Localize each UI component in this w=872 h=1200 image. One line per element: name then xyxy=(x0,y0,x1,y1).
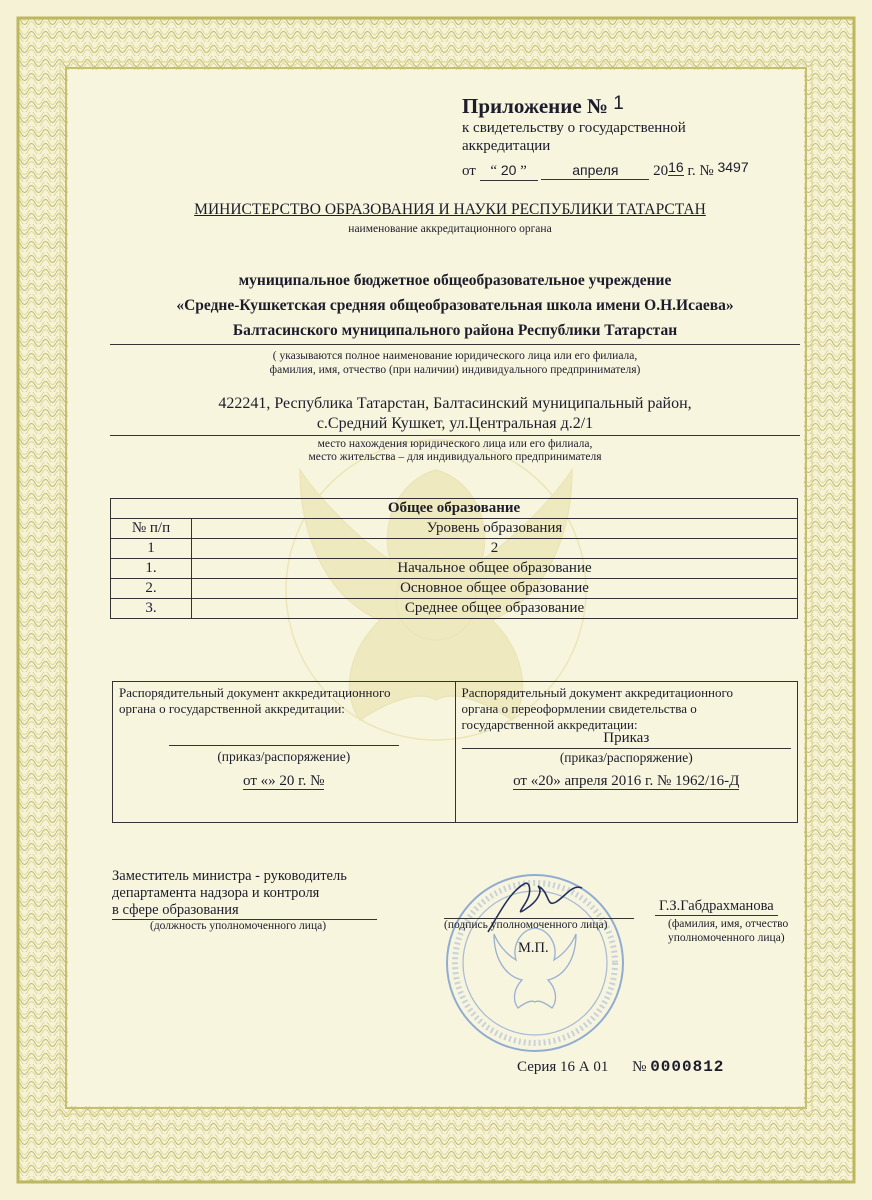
name-caption2: уполномоченного лица) xyxy=(668,932,785,944)
org-line3: Балтасинского муниципального района Республики Татарстан xyxy=(110,322,800,345)
address-caption2: место жительства – для индивидуального предпринимателя xyxy=(308,451,602,463)
series-value: 16 А 01 xyxy=(560,1059,609,1075)
order-left-cell xyxy=(113,682,456,823)
blank-number: 0000812 xyxy=(650,1058,725,1076)
cert-number: 3497 xyxy=(717,159,749,175)
cert-number-prefix: г. № xyxy=(687,163,714,179)
table-row xyxy=(111,539,798,559)
address-line2: с.Средний Кушкет, ул.Центральная д.2/1 xyxy=(110,415,800,436)
col-header-number: № п/п xyxy=(111,519,192,539)
table-row xyxy=(111,499,798,519)
order-right-heading: Распорядительный документ аккредитационного органа о переоформлении свидетельства о государственной аккредитации: xyxy=(461,685,734,732)
date-day-field: “ 20 ” xyxy=(480,161,538,181)
appendix-title-text: Приложение № xyxy=(462,94,609,118)
org-caption2: фамилия, имя, отчество (при наличии) индивидуального предпринимателя) xyxy=(269,364,641,376)
table-row xyxy=(111,599,798,619)
index-cell: 1 xyxy=(111,539,192,559)
series-block xyxy=(517,1058,724,1076)
date-prefix: от xyxy=(462,163,476,179)
signature-caption: (подпись уполномоченного лица) xyxy=(444,919,608,931)
row-level: Среднее общее образование xyxy=(192,599,798,619)
stamp-label: М.П. xyxy=(518,940,549,956)
education-table xyxy=(110,498,798,619)
row-level: Основное общее образование xyxy=(192,579,798,599)
row-number: 2. xyxy=(111,579,192,599)
position-line2: департамента надзора и контроля xyxy=(112,885,320,901)
row-number: 3. xyxy=(111,599,192,619)
blank-number-label: № xyxy=(632,1059,647,1075)
order-right-date xyxy=(462,773,792,790)
appendix-date-line xyxy=(462,158,749,181)
position-line1: Заместитель министра - руководитель xyxy=(112,868,347,884)
authority-caption: наименование аккредитационного органа xyxy=(348,223,552,235)
table-row xyxy=(111,579,798,599)
date-month: апреля xyxy=(541,161,649,180)
appendix-line1: к свидетельству о государственной xyxy=(462,120,686,136)
org-caption1: ( указываются полное наименование юридического лица или его филиала, xyxy=(272,350,638,362)
order-right-caption: (приказ/распоряжение) xyxy=(559,750,693,765)
order-left-caption: (приказ/распоряжение) xyxy=(217,749,351,764)
authority-name: МИНИСТЕРСТВО ОБРАЗОВАНИЯ И НАУКИ РЕСПУБЛИКИ ТАТАРСТАН xyxy=(194,201,706,218)
address-line1: 422241, Республика Татарстан, Балтасинский муниципальный район, xyxy=(218,395,692,412)
table-row xyxy=(113,682,798,823)
signature-scribble xyxy=(480,872,590,942)
row-level: Начальное общее образование xyxy=(192,559,798,579)
col-header-level: Уровень образования xyxy=(192,519,798,539)
appendix-line2: аккредитации xyxy=(462,138,551,154)
order-right-cell xyxy=(455,682,798,823)
org-line1: муниципальное бюджетное общеобразовательное учреждение xyxy=(238,272,672,289)
table-row xyxy=(111,519,798,539)
order-right-doc: Приказ xyxy=(603,730,650,746)
row-number: 1. xyxy=(111,559,192,579)
position-caption: (должность уполномоченного лица) xyxy=(150,920,327,932)
name-caption1: (фамилия, имя, отчество xyxy=(668,918,789,930)
year-suffix: 16 xyxy=(668,159,684,175)
order-right-line xyxy=(462,748,792,749)
org-line2: «Средне-Кушкетская средняя общеобразовательная школа имени О.Н.Исаева» xyxy=(176,297,734,314)
address-caption1: место нахождения юридического лица или его филиала, xyxy=(317,438,593,450)
order-left-line xyxy=(169,745,399,746)
appendix-number: 1 xyxy=(613,93,624,114)
index-cell: 2 xyxy=(192,539,798,559)
order-right-date-text: от «20» апреля 2016 г. № 1962/16-Д xyxy=(513,773,740,789)
date-day: 20 xyxy=(500,162,517,178)
position-line3: в сфере образования xyxy=(112,902,377,920)
order-left-date-text: от «» 20 г. № xyxy=(243,773,325,789)
table-row xyxy=(111,559,798,579)
orders-table xyxy=(112,681,798,823)
education-table-title: Общее образование xyxy=(111,499,798,519)
order-left-heading: Распорядительный документ аккредитационного органа о государственной аккредитации: xyxy=(119,685,391,716)
year-prefix: 20 xyxy=(653,163,669,179)
series-label: Серия xyxy=(517,1059,557,1075)
order-left-date xyxy=(119,773,449,790)
appendix-title xyxy=(462,93,624,119)
official-name: Г.З.Габдрахманова xyxy=(655,898,778,916)
